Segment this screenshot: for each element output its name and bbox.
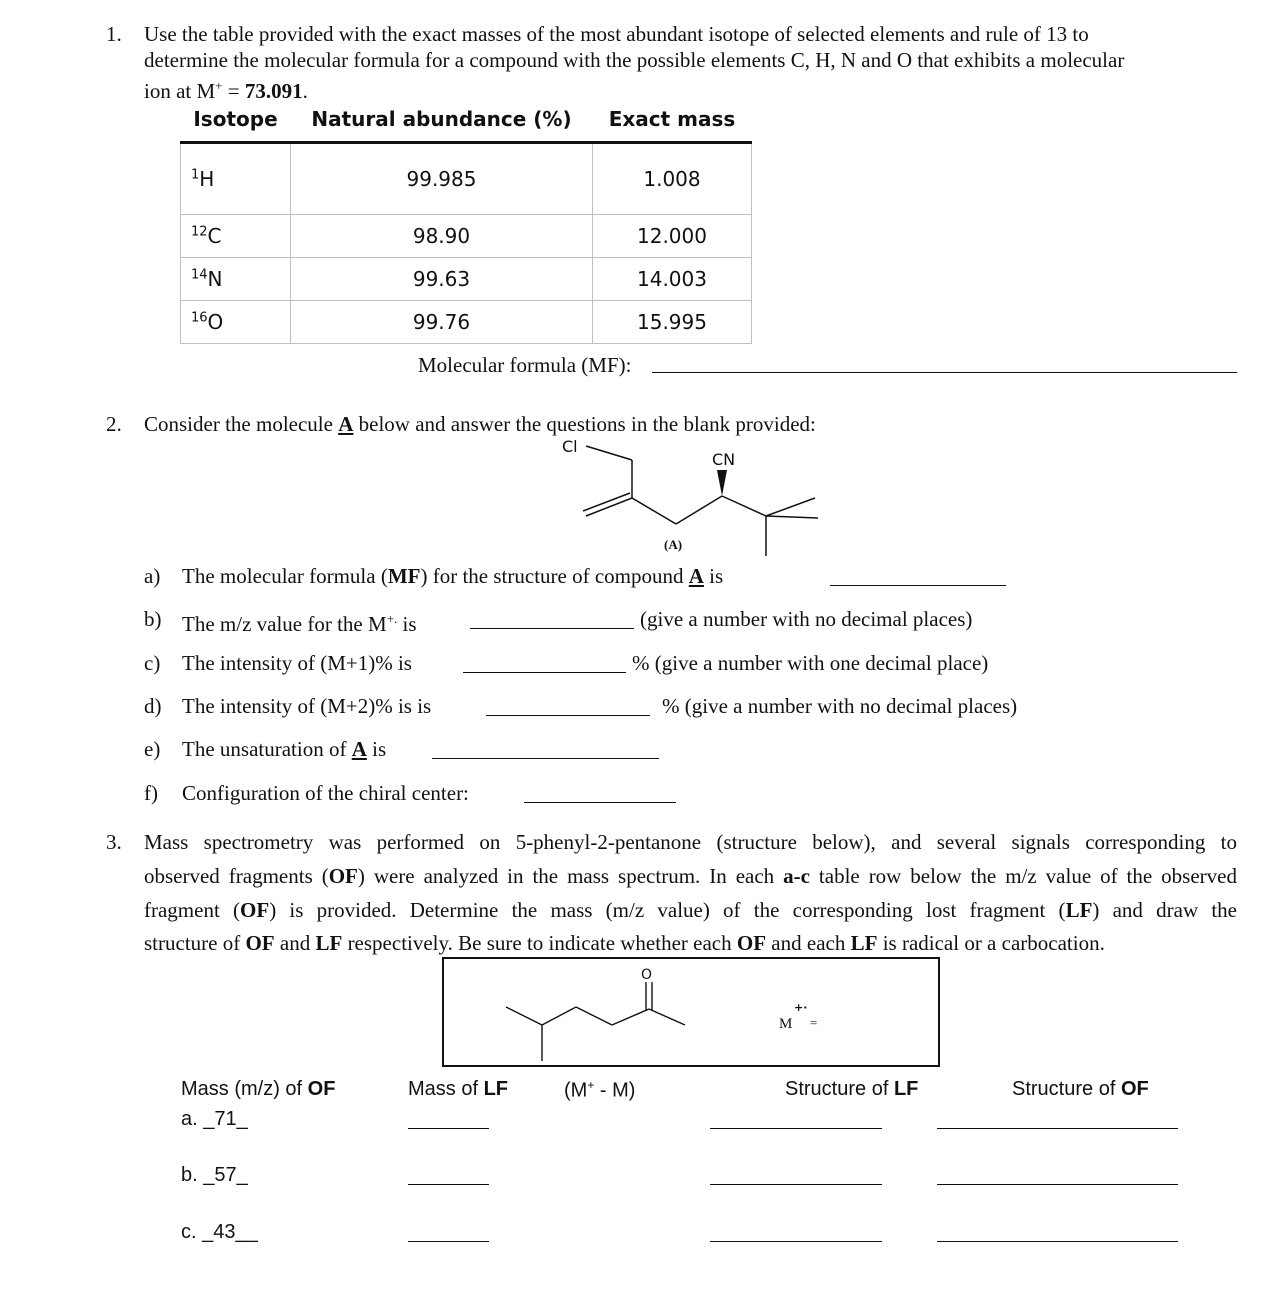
chain-bond-2 [542,1007,576,1025]
col-header-mass-of-lf [408,1078,508,1101]
q3-l3-b2: LF [1065,898,1093,922]
q3-l4-t2: and [274,931,316,955]
q2-intro-post: below and answer the questions in the blank provided: [353,412,816,436]
element-symbol: C [207,224,222,248]
q3-l4-t5: is radical or a carbocation. [877,931,1105,955]
col-header-mdiff [564,1078,635,1103]
abundance-cell: 98.90 [291,215,593,258]
q2e-molecule: A [351,737,367,761]
q3-l2-b2: a-c [783,864,810,888]
mass-number: 16 [191,310,208,326]
q2-intro-molecule: A [338,412,354,436]
q3-l2-b1: OF [328,864,358,888]
q3-l4-t1: structure of [144,931,246,955]
chain-bond-1 [506,1007,542,1025]
q2d-answer-blank[interactable] [486,715,650,716]
bond-cl-ch2 [586,446,632,460]
q2b-post: is [397,612,417,636]
col2-bold: LF [483,1078,509,1100]
isotope-cell [181,215,291,258]
q1-text-line1: Use the table provided with the exact masses of the most abundant isotope of selected elements and rule of 13 to [144,22,1089,46]
molecular-ion-label: M [779,1016,793,1032]
exact-mass-cell: 12.000 [593,215,752,258]
q2a-answer-blank[interactable] [830,585,1006,586]
isotope-cell [181,258,291,301]
q2b-answer-blank[interactable] [470,628,634,629]
molecular-ion-equals: = [810,1015,818,1030]
structure-caption: (A) [664,537,683,552]
col5-pre: Structure of [1012,1078,1121,1100]
q1-mf-answer-blank[interactable] [652,372,1237,373]
mass-number: 14 [191,267,208,283]
bond-ch2-ch [676,496,722,524]
q3-l4-b4: LF [850,931,878,955]
col4-bold: LF [893,1078,919,1100]
q2b-hint: (give a number with no decimal places) [640,607,973,631]
q3-l4-t4: and each [766,931,851,955]
wedge-bond-cn [717,470,727,496]
row-c-structure-of-blank[interactable] [937,1241,1178,1242]
q2c-answer-blank[interactable] [463,672,626,673]
q3-row-c-label: c. _43__ [181,1221,258,1243]
row-c-structure-lf-blank[interactable] [710,1241,882,1242]
col3-post: - M) [594,1079,636,1102]
q3-para-line3 [144,897,1237,923]
q2b-sup: +. [386,611,398,626]
q2a-mid: ) for the structure of compound [420,564,689,588]
isotope-cell [181,301,291,344]
col1-pre: Mass (m/z) of [181,1078,308,1100]
q3-l4-b2: LF [315,931,343,955]
mass-number: 1 [191,167,200,183]
q3-row-a-label: a. _71_ [181,1108,248,1130]
q3-l3-t3: ) and draw the [1092,898,1238,922]
exact-mass-cell: 1.008 [593,143,752,215]
q2a-molecule: A [688,564,704,588]
structure-box [442,957,940,1067]
q2f-letter: f) [144,781,158,805]
row-b-structure-lf-blank[interactable] [710,1184,882,1185]
q3-l3-b1: OF [240,898,270,922]
col-header-mass-of [181,1078,335,1101]
q1-ion-label: ion at M [144,79,216,103]
q2e-pre: The unsaturation of [182,737,352,761]
col3-sup: + [587,1078,595,1092]
table-row [181,258,752,301]
abundance-cell: 99.63 [291,258,593,301]
bond-c-ch3-b [766,516,818,518]
q3-number: 3. [106,830,122,854]
q1-equals: = [222,79,245,103]
q2c-text: The intensity of (M+1)% is [182,651,412,675]
q2c-hint: % (give a number with one decimal place) [632,651,989,675]
q3-l3-t2: ) is provided. Determine the mass (m/z value) of the corresponding lost fragment ( [269,898,1066,922]
row-a-mass-lf-blank[interactable] [408,1128,489,1129]
molecule-a-structure [560,436,840,560]
q2-number: 2. [106,412,122,436]
q3-l2-t1: observed fragments ( [144,864,329,888]
q3-l2-t2: ) were analyzed in the mass spectrum. In each [357,864,784,888]
table-row [181,143,752,215]
q2e-post: is [366,737,387,761]
isotope-table [180,97,752,344]
q3-l4-b3: OF [736,931,767,955]
q2a-pre: The molecular formula ( [182,564,388,588]
q3-para-line1: Mass spectrometry was performed on 5-phenyl-2-pentanone (structure below), and several signals corresponding to [144,830,1237,854]
q3-row-b-label: b. _57_ [181,1164,248,1186]
abundance-cell: 99.985 [291,143,593,215]
q1-number: 1. [106,22,122,46]
isotope-table-header-row [181,97,752,143]
q2a-bold: MF [387,564,421,588]
exact-mass-cell: 14.003 [593,258,752,301]
q2c-letter: c) [144,651,161,675]
q1-mass-value: 73.091 [244,79,303,103]
cl-label: Cl [562,437,578,456]
element-symbol: O [207,310,224,334]
molecular-ion-charge: +· [794,1001,808,1014]
q2b-pre: The m/z value for the M [182,612,387,636]
q1-ion-charge: + [215,78,223,93]
q3-para-line4 [144,930,1105,956]
bond-c-ch3-a [766,498,815,516]
q2b-letter: b) [144,607,162,631]
q1-mf-label: Molecular formula (MF): [418,353,632,377]
q2d-hint: % (give a number with no decimal places) [662,694,1018,718]
q2a-post: is [703,564,724,588]
q2d-text: The intensity of (M+2)% is is [182,694,432,718]
cn-label: CN [712,450,736,469]
q1-period: . [302,79,308,103]
q3-l2-t3: table row below the m/z value of the observed [809,864,1237,888]
q3-para-line2 [144,863,1237,889]
row-c-mass-lf-blank[interactable] [408,1241,489,1242]
chain-bond-4 [612,1009,649,1025]
table-row [181,301,752,344]
col2-pre: Mass of [408,1078,484,1100]
element-symbol: H [199,167,215,191]
oxygen-label: O [641,967,653,983]
q3-l3-t1: fragment ( [144,898,241,922]
q2d-letter: d) [144,694,162,718]
col5-bold: OF [1120,1078,1149,1100]
col-header-structure-of [1012,1078,1149,1101]
row-b-structure-of-blank[interactable] [937,1184,1178,1185]
q2-intro-pre: Consider the molecule [144,412,339,436]
q2a-letter: a) [144,564,161,588]
col4-pre: Structure of [785,1078,894,1100]
exact-mass-cell: 15.995 [593,301,752,344]
q2b-text [182,606,417,637]
header-abundance: Natural abundance (%) [291,97,593,143]
q2f-answer-blank[interactable] [524,802,676,803]
phenyl-pentanone-structure [444,959,938,1065]
q2e-text [182,736,386,762]
col3-pre: (M [564,1079,588,1102]
q3-l4-b1: OF [245,931,275,955]
element-symbol: N [207,267,223,291]
mass-number: 12 [191,224,208,240]
q2f-text: Configuration of the chiral center: [182,781,469,805]
row-a-structure-lf-blank[interactable] [710,1128,882,1129]
q2e-answer-blank[interactable] [432,758,659,759]
header-exact-mass: Exact mass [593,97,752,143]
col1-bold: OF [307,1078,336,1100]
chain-bond-3 [576,1007,612,1025]
q3-l4-t3: respectively. Be sure to indicate whether each [342,931,737,955]
isotope-cell [181,143,291,215]
col-header-structure-lf [785,1078,918,1101]
row-b-mass-lf-blank[interactable] [408,1184,489,1185]
header-isotope: Isotope [181,97,291,143]
chain-bond-5 [649,1009,685,1025]
q2a-text [182,563,723,589]
q1-text-line2: determine the molecular formula for a compound with the possible elements C, H, N and O that exhibits a molecular [144,48,1125,72]
abundance-cell: 99.76 [291,301,593,344]
q2e-letter: e) [144,737,161,761]
bond-ch-c [722,496,766,516]
row-a-structure-of-blank[interactable] [937,1128,1178,1129]
bond-c-ch2 [632,498,676,524]
table-row [181,215,752,258]
q2-intro [144,411,816,437]
